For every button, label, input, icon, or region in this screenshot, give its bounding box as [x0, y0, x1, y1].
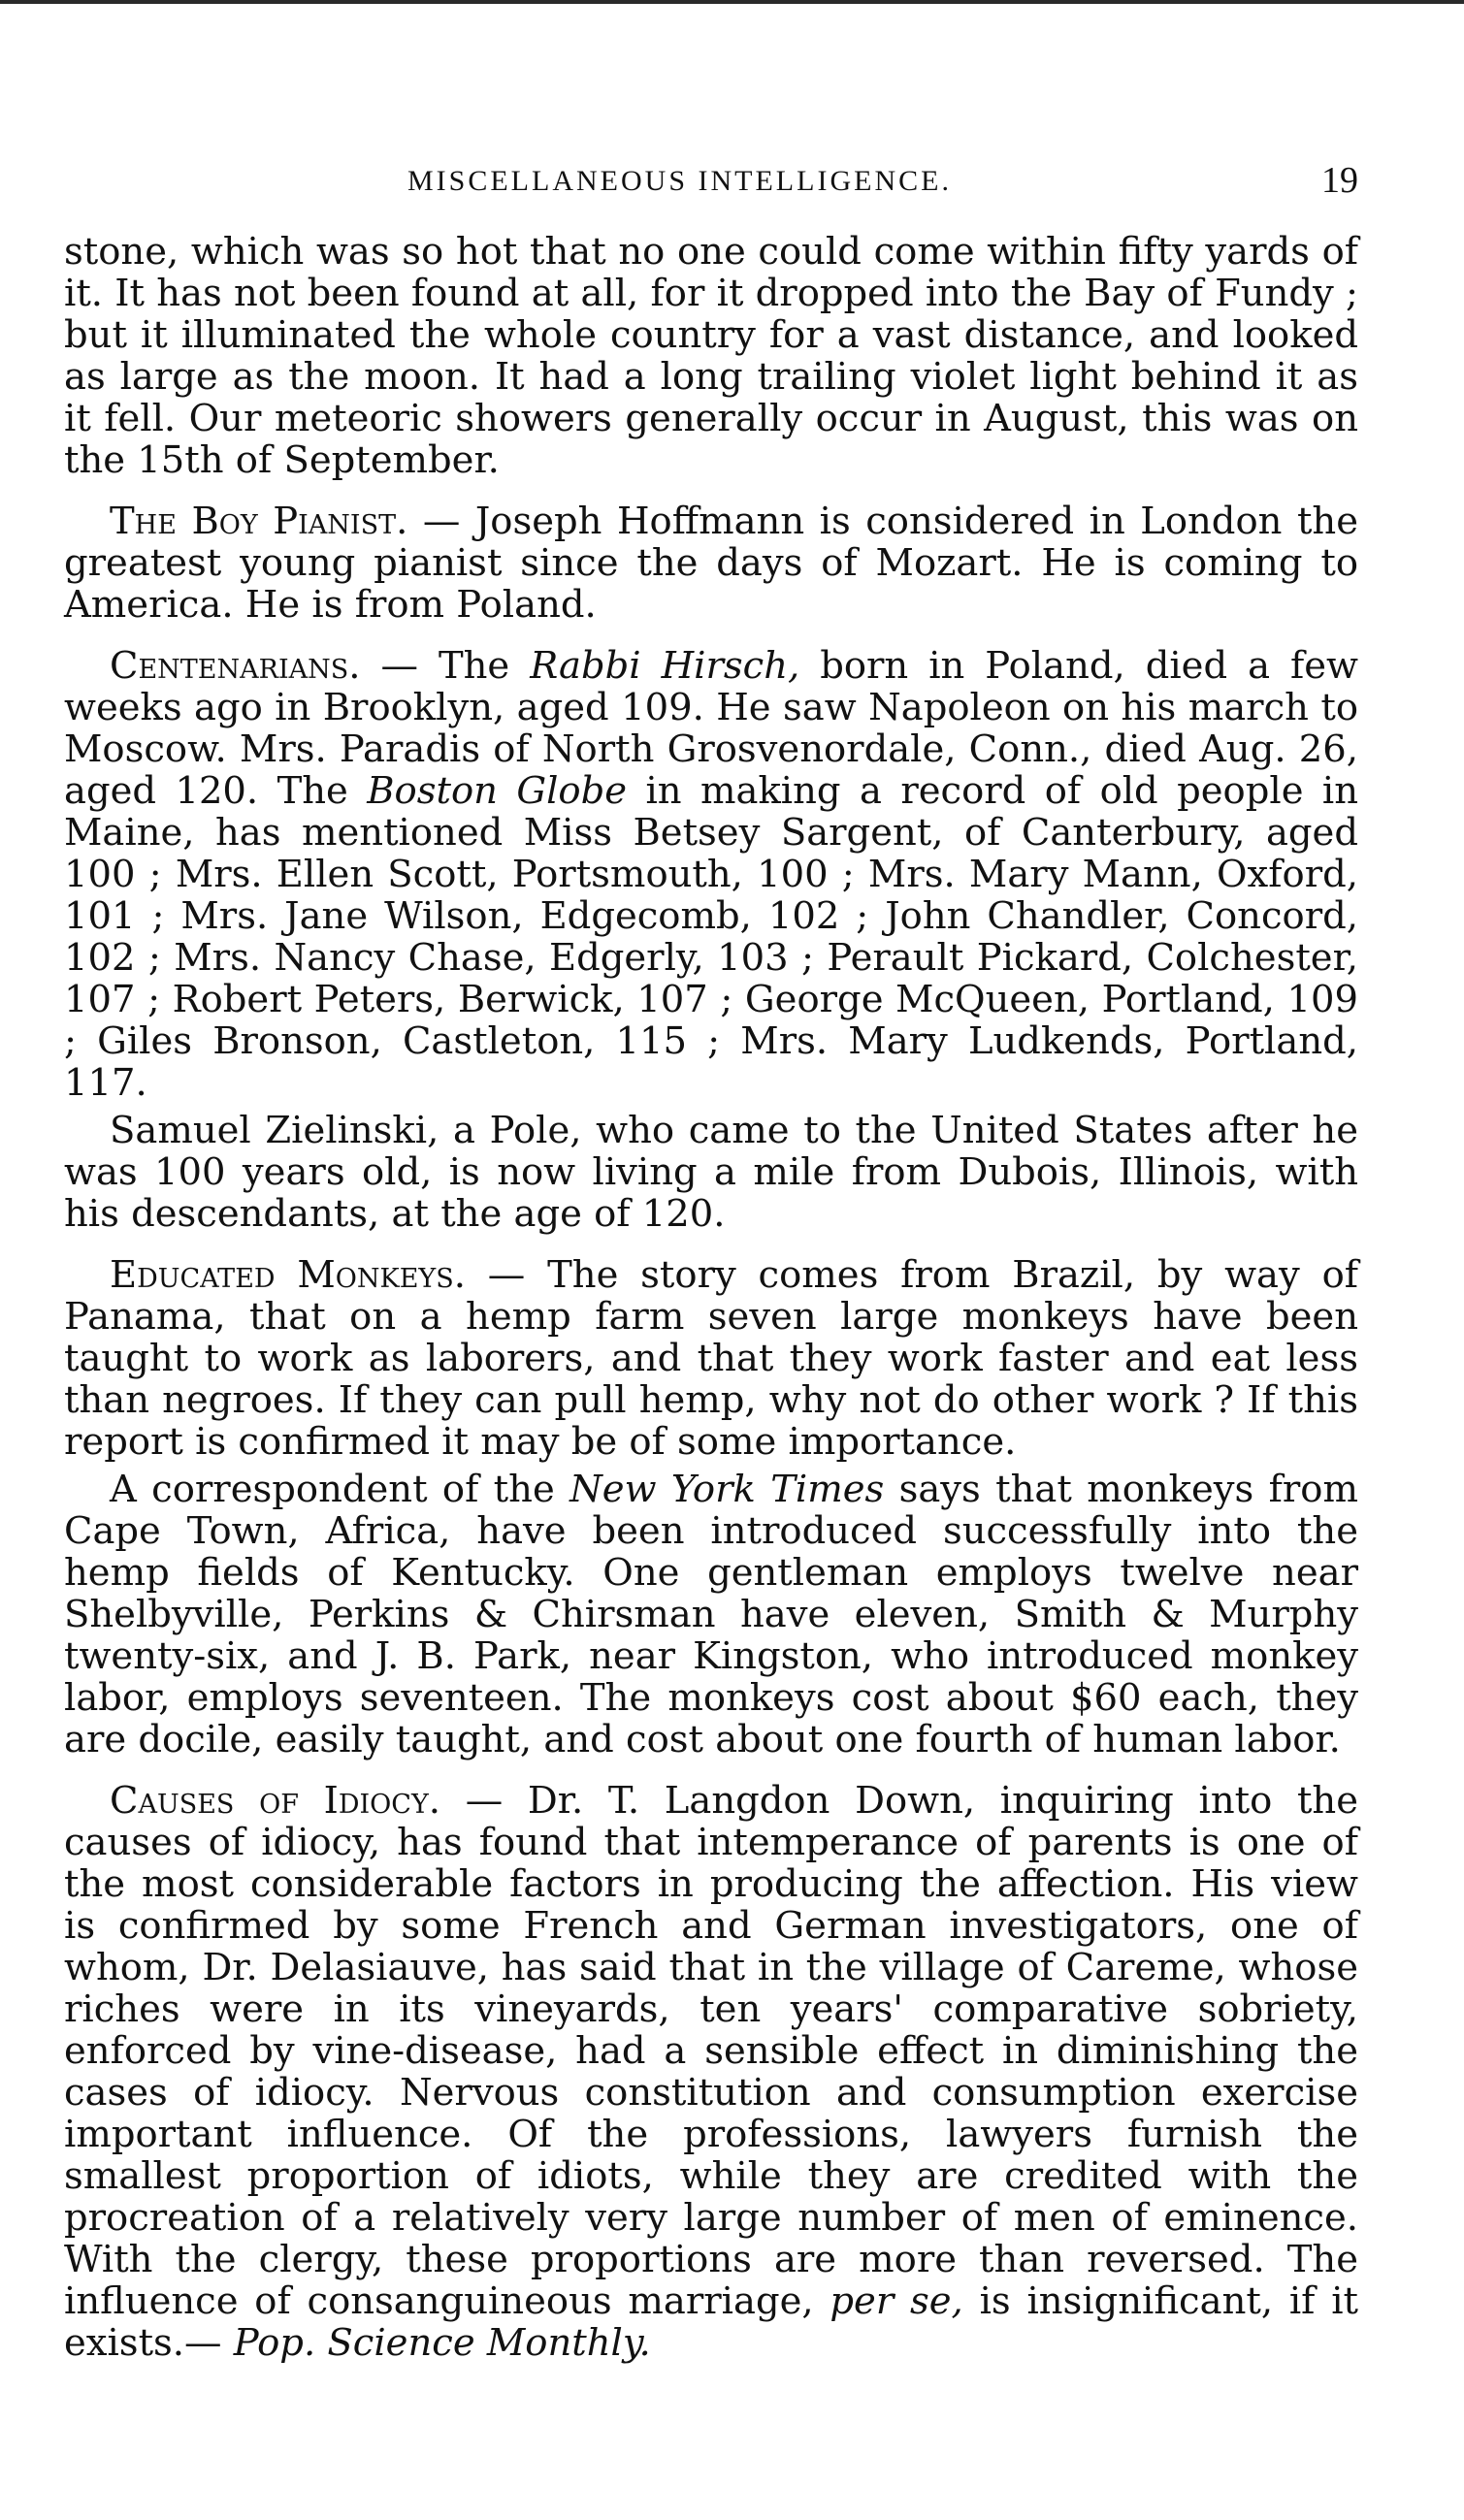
paragraph-educated-monkeys [64, 1254, 1358, 1463]
body-text: born in Poland, died a few weeks ago in Brooklyn, aged 109. He saw Napoleon on his march to Moscow. Mrs. Paradis of North Grosvenordale, Conn., died Aug. 26, aged 120. The [64, 644, 1358, 813]
body-text: — Dr. T. Langdon Down, inquiring into the causes of idiocy, has found that intemperance of parents is one of the most considerable factors in producing the affection. His view is confirmed by some French and German investigators, one of whom, Dr. Delasiauve, has said that in the village of Careme, whose riches were in its vineyards, ten years' comparative sobriety, enforced by vine-disease, had a sensible effect in diminishing the cases of idiocy. Nervous constitution and consumption exercise important influence. Of the professions, lawyers furnish the smallest proportion of idiots, while they are credited with the procreation of a relatively very large number of men of eminence. With the clergy, these proportions are more than reversed. The influence of consanguineous marriage, [64, 1779, 1358, 2323]
paragraph-zielinski [64, 1110, 1358, 1235]
body-text: A correspondent of the [110, 1468, 570, 1511]
page-number: 19 [1321, 160, 1358, 201]
italic-text: New York Times [569, 1468, 885, 1511]
body-text: in making a record of old people in Maine, has mentioned Miss Betsey Sargent, of Canterbury, aged 100 ; Mrs. Ellen Scott, Portsmouth, 100 ; Mrs. Mary Mann, Oxford, 101 ; Mrs. Jane Wilson, Edgecomb, 102 ; John Chandler, Concord, 102 ; Mrs. Nancy Chase, Edgerly, 103 ; Perault Pickard, Colchester, 107 ; Robert Peters, Berwick, 107 ; George McQueen, Portland, 109 ; Giles Bronson, Castleton, 115 ; Mrs. Mary Ludkends, Portland, 117. [64, 769, 1358, 1105]
body-text: — Joseph Hoffmann is considered in London the greatest young pianist since the days of Mozart. He is coming to America. He is from Poland. [64, 500, 1358, 627]
body-text: Samuel Zielinski, a Pole, who came to the United States after he was 100 years old, is now living a mile from Dubois, Illinois, with his descendants, at the age of 120. [64, 1109, 1358, 1236]
body-text: says that monkeys from Cape Town, Africa, have been introduced successfully into the hemp fields of Kentucky. One gentleman employs twelve near Shelbyville, Perkins & Chirsman have eleven, Smith & Murphy twenty-six, and J. B. Park, near Kingston, who introduced monkey labor, employs seventeen. The monkeys cost about $60 each, they are docile, easily taught, and cost about one fourth of human labor. [64, 1468, 1358, 1761]
section-heading: Centenarians. [110, 644, 361, 688]
section-heading: The Boy Pianist. [110, 500, 408, 543]
section-heading: Educated Monkeys. [110, 1253, 466, 1297]
body-text: is insignificant, if it exists.— [64, 2279, 1358, 2365]
body-text: — The story comes from Brazil, by way of Panama, that on a hemp farm seven large monkeys have been taught to work as laborers, and that they work faster and eat less than negroes. If they can pull hemp, why not do other work ? If this report is confirmed it may be of some importance. [64, 1253, 1358, 1464]
italic-text: Pop. Science Monthly. [233, 2321, 651, 2365]
body-text: stone, which was so hot that no one could come within fifty yards of it. It has not been found at all, for it dropped into the Bay of Fundy ; but it illuminated the whole country for a vast distance, and looked as large as the moon. It had a long trailing violet light behind it as it fell. Our meteoric showers generally occur in August, this was on the 15th of September. [64, 230, 1358, 482]
paragraph-meteor [64, 231, 1358, 481]
body-text: — The [360, 644, 531, 688]
paragraph-boy-pianist [64, 501, 1358, 626]
running-head: MISCELLANEOUS INTELLIGENCE. [407, 165, 952, 197]
paragraph-centenarians [64, 645, 1358, 1104]
section-heading: Causes of Idiocy. [110, 1779, 441, 1823]
paragraph-monkeys-kentucky [64, 1469, 1358, 1761]
italic-text: per se, [830, 2279, 963, 2323]
paragraph-causes-of-idiocy [64, 1780, 1358, 2364]
article-text [64, 231, 1358, 2364]
italic-text: Boston Globe [367, 769, 628, 813]
italic-text: Rabbi Hirsch, [530, 644, 800, 688]
page-top-edge [0, 0, 1464, 4]
